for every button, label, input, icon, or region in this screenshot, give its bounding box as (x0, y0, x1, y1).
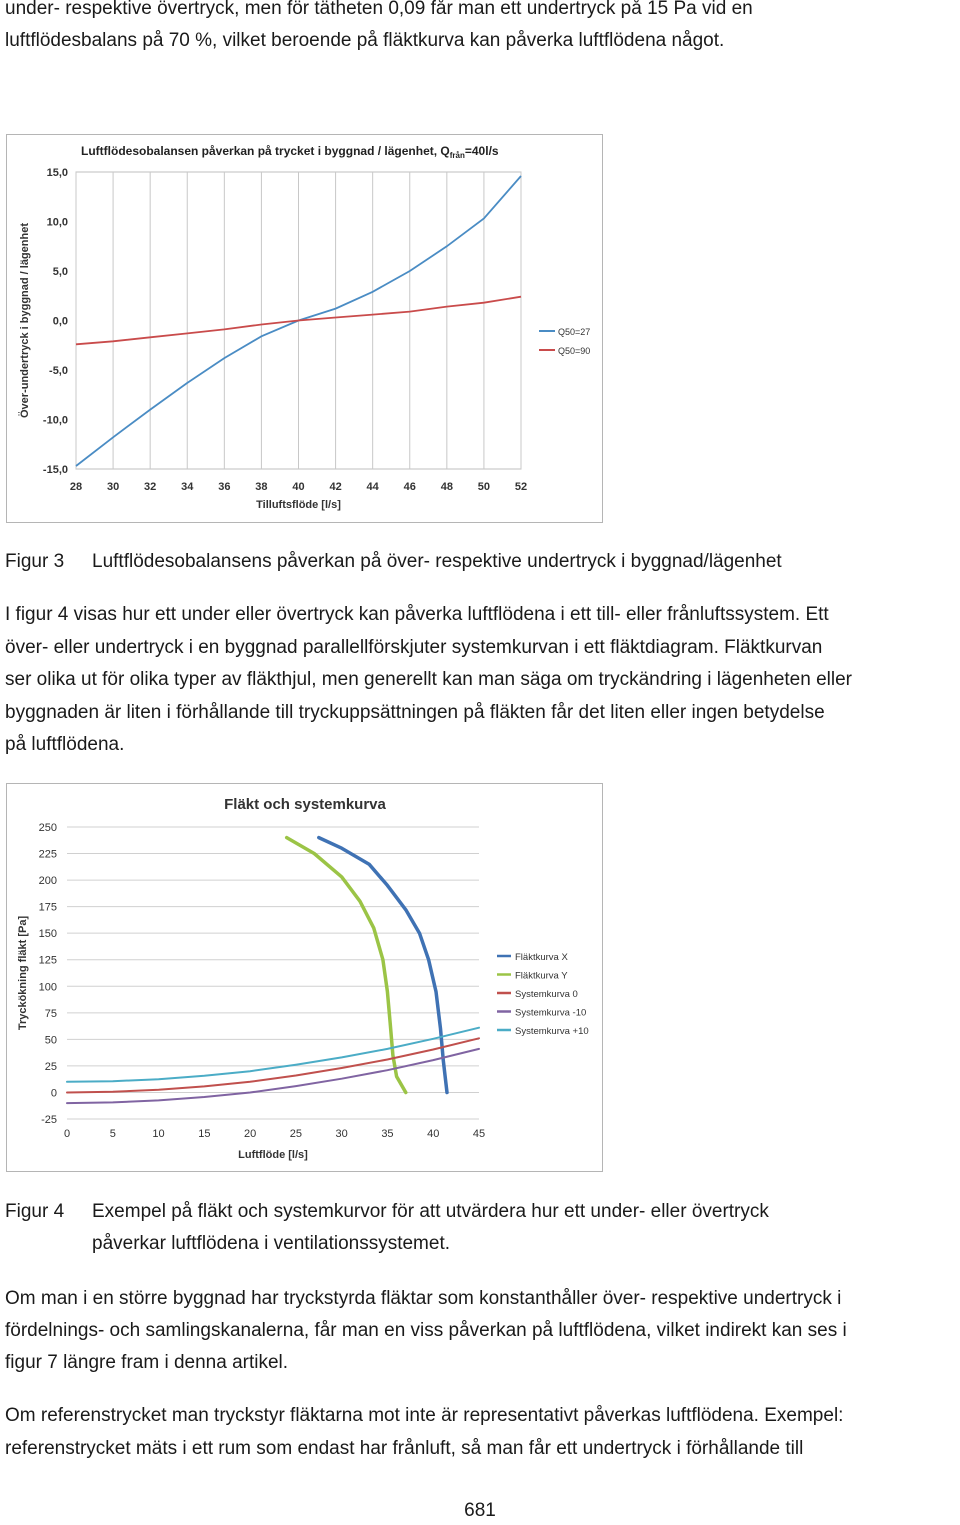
x-tick-label: 25 (289, 1128, 303, 1140)
legend-label: Fläktkurva Y (515, 970, 568, 982)
figure-4-chart (6, 783, 603, 1172)
x-tick-label: 50 (477, 481, 491, 493)
y-tick-label: 10,0 (46, 216, 68, 229)
series-line-3 (67, 1049, 479, 1103)
y-tick-label: 200 (38, 875, 57, 888)
x-tick-label: 45 (472, 1128, 486, 1140)
figure-4-caption-line-1: Exempel på fläkt och systemkurvor för att utvärdera hur ett under- eller övertryck (92, 1201, 769, 1222)
x-tick-label: 10 (152, 1128, 165, 1140)
y-axis-label: Tryckökning fläkt [Pa] (17, 915, 29, 1031)
y-tick-label: -25 (41, 1114, 57, 1126)
x-tick-label: 42 (329, 481, 342, 493)
x-tick-label: 48 (440, 481, 453, 493)
para-2-line-2: fördelnings- och samlingskanalerna, får man en viss påverkan på luftflödena, vilket indirekt kan ses i (5, 1320, 847, 1341)
legend-label: Q50=90 (558, 346, 591, 356)
y-tick-label: 150 (38, 928, 57, 941)
figure-3-chart (6, 134, 603, 523)
x-tick-label: 46 (403, 481, 416, 493)
para-1-line-1: I figur 4 visas hur ett under eller övertryck kan påverka luftflödena i ett till- eller frånluftssystem. Ett (5, 604, 829, 625)
y-tick-label: 100 (38, 981, 57, 994)
y-tick-label: 250 (38, 822, 57, 834)
chart-title: Luftflödesobalansen påverkan på trycket i byggnad / lägenhet, $Q_{från}=40l/s$ (81, 144, 499, 160)
para-2-line-3: figur 7 längre fram i denna artikel. (5, 1352, 289, 1373)
x-axis-label: Tilluftsflöde [l/s] (256, 499, 341, 511)
y-tick-label: -5,0 (49, 365, 68, 377)
legend-label: Systemkurva +10 (515, 1026, 589, 1037)
para-2-line-1: Om man i en större byggnad har tryckstyrda fläktar som konstanthåller över- respektive undertryck i (5, 1288, 842, 1309)
x-tick-label: 35 (381, 1128, 394, 1140)
x-tick-label: 30 (106, 481, 120, 493)
para-1-line-3: ser olika ut för olika typer av fläkthjul, men generellt kan man säga om tryckändring i lägenheten eller (5, 669, 852, 690)
legend-label: Q50=27 (558, 327, 591, 337)
x-tick-label: 44 (366, 481, 379, 493)
para-1-line-2: över- eller undertryck i en byggnad parallellförskjuter systemkurvan i ett fläktdiagram. Fläktkurvan (5, 637, 823, 658)
figure-3-svg (7, 135, 602, 522)
y-tick-label: 25 (44, 1060, 57, 1073)
para-1-line-4: byggnaden är liten i förhållande till tryckuppsättningen på fläkten får det liten eller ingen betydelse (5, 702, 825, 723)
legend-label: Systemkurva 0 (515, 989, 578, 1000)
x-tick-label: 40 (427, 1128, 440, 1140)
x-tick-label: 5 (109, 1128, 116, 1140)
intro-line-2: luftflödesbalans på 70 %, vilket beroende på fläktkurva kan påverka luftflödena något. (5, 30, 725, 51)
x-axis-label: Luftflöde [l/s] (238, 1149, 308, 1161)
series-line-4 (67, 1028, 479, 1082)
legend-label: Fläktkurva X (515, 952, 568, 963)
y-tick-label: -15,0 (42, 464, 68, 476)
x-tick-label: 38 (255, 481, 268, 493)
y-tick-label: -10,0 (42, 414, 68, 427)
y-tick-label: 50 (44, 1034, 57, 1047)
figure-4-caption-line-2: påverkar luftflödena i ventilationssystemet. (92, 1233, 451, 1254)
x-tick-label: 28 (69, 481, 83, 493)
series-line-1 (287, 838, 406, 1093)
series-line-2 (67, 1038, 479, 1092)
para-3-line-2: referenstrycket mäts i ett rum som endast har frånluft, så man får ett undertryck i förhållande till (5, 1438, 804, 1459)
y-tick-label: 0,0 (52, 315, 68, 328)
x-tick-label: 52 (514, 481, 528, 493)
x-tick-label: 34 (181, 481, 194, 493)
figure-4-svg (7, 784, 602, 1171)
x-tick-label: 30 (335, 1128, 348, 1140)
x-tick-label: 15 (198, 1128, 211, 1140)
x-tick-label: 40 (292, 481, 305, 493)
intro-line-1: under- respektive övertryck, men för tätheten 0,09 får man ett undertryck på 15 Pa vid en (5, 0, 753, 19)
x-tick-label: 32 (144, 481, 157, 493)
x-tick-label: 20 (243, 1128, 257, 1140)
y-tick-label: 225 (38, 848, 57, 861)
page-number: 681 (464, 1500, 496, 1521)
x-tick-label: 36 (218, 481, 231, 493)
para-3-line-1: Om referenstrycket man tryckstyr fläktarna mot inte är representativt påverkas luftflödena. Exempel: (5, 1405, 844, 1426)
legend-label: Systemkurva -10 (515, 1007, 587, 1019)
y-tick-label: 75 (44, 1007, 57, 1020)
figure-3-caption-text: Luftflödesobalansens påverkan på över- respektive undertryck i byggnad/lägenhet (92, 551, 782, 572)
x-tick-label: 0 (63, 1128, 71, 1140)
y-tick-label: 125 (38, 954, 57, 967)
figure-4-caption (0, 1196, 960, 1266)
y-tick-label: 0 (50, 1087, 57, 1100)
chart-title: Fläkt och systemkurva (224, 796, 386, 813)
y-tick-label: 15,0 (46, 167, 68, 179)
y-axis-label: Över-undertryck i byggnad / lägenhet (19, 223, 31, 418)
y-tick-label: 5,0 (52, 266, 68, 278)
para-1-line-5: på luftflödena. (5, 734, 125, 755)
figure-3-label: Figur 3 (5, 551, 65, 572)
figure-4-label: Figur 4 (5, 1201, 65, 1222)
y-tick-label: 175 (38, 901, 57, 914)
